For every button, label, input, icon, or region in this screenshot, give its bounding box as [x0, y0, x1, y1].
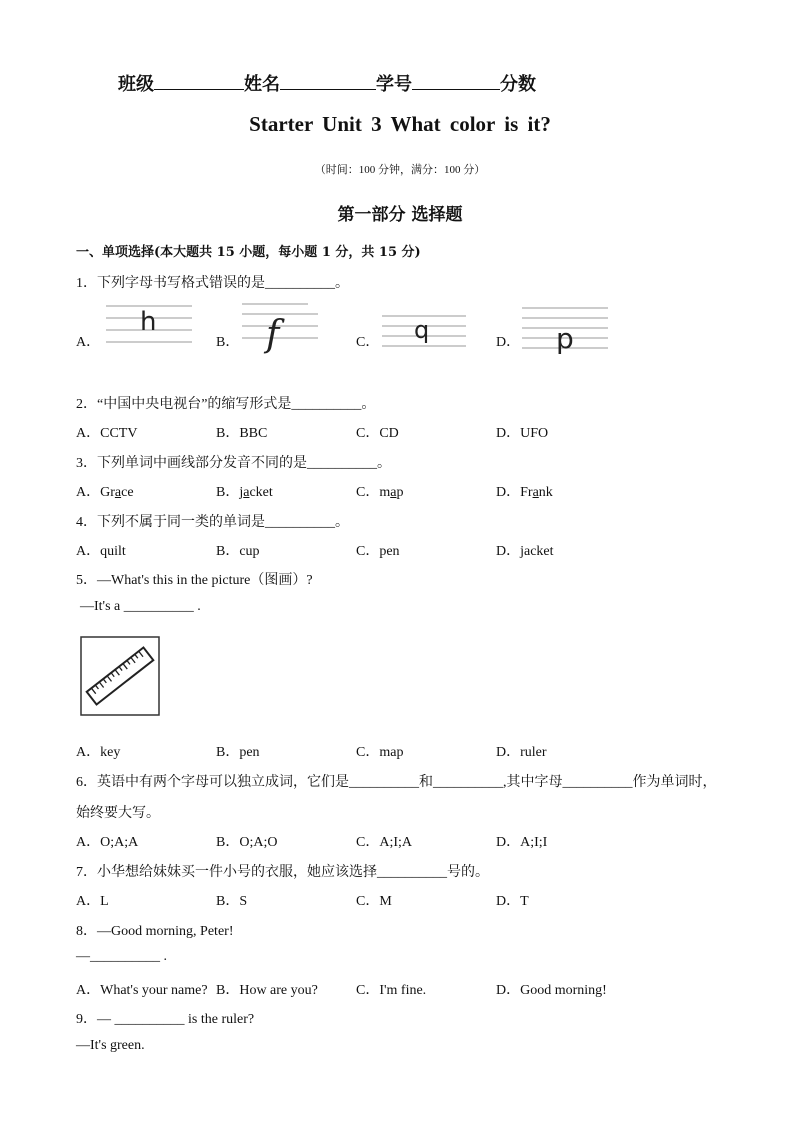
- q3-a-pre: A．Gr: [76, 485, 115, 500]
- q1-option-d: D．: [496, 335, 521, 350]
- q6-option-b: B．O;A;O: [216, 835, 278, 850]
- q2-option-d: D．UFO: [496, 426, 549, 441]
- q4-option-b: B．cup: [216, 544, 260, 559]
- name-blank: [280, 73, 376, 90]
- q3-c-pre: C．m: [356, 485, 391, 500]
- student-info-line: [118, 70, 536, 96]
- q8-option-a: A．What's your name?: [76, 983, 208, 998]
- ruler-picture: [80, 636, 160, 716]
- q1-letter-q-image: [378, 310, 470, 350]
- q5-stem: 5．—What's this in the picture（图画）?: [76, 573, 313, 588]
- q3-option-c: [356, 481, 403, 501]
- q2-stem: 2．“中国中央电视台”的缩写形式是__________。: [76, 397, 376, 412]
- q7-option-a: A．L: [76, 894, 109, 909]
- q3-d-underlined: a: [532, 485, 539, 500]
- q3-a-underlined: a: [114, 485, 122, 500]
- part1-heading: 一、单项选择(本大题共 15 小题，每小题 1 分，共 15 分): [76, 245, 421, 260]
- q2-option-a: A．CCTV: [76, 426, 138, 441]
- q1-letter-p-image: [518, 300, 612, 360]
- q3-option-b: [216, 481, 273, 501]
- q6-option-c: C．A;I;A: [356, 835, 412, 850]
- q6-stem: 6．英语中有两个字母可以独立成词，它们是__________和__________,其中字母__________作为单词时，: [76, 775, 717, 790]
- q3-option-a: [76, 481, 134, 501]
- q3-b-post: cket: [249, 485, 273, 500]
- q3-b-underlined: a: [243, 485, 250, 500]
- q8-option-b: B．How are you?: [216, 983, 318, 998]
- q3-d-post: nk: [538, 485, 553, 500]
- q8-option-d: D．Good morning!: [496, 983, 607, 998]
- q4-option-a: A．quilt: [76, 544, 126, 559]
- name-label: 姓名: [244, 74, 280, 95]
- q8-stem: 8．—Good morning, Peter!: [76, 924, 234, 939]
- q8-option-c: C．I'm fine.: [356, 983, 427, 998]
- q3-b-pre: B．j: [216, 485, 244, 500]
- score-label: 分数: [500, 74, 536, 95]
- page-subtitle: （时间：100 分钟，满分：100 分）: [314, 164, 486, 176]
- q4-stem: 4．下列不属于同一类的单词是__________。: [76, 515, 349, 530]
- q5-option-b: B．pen: [216, 745, 260, 760]
- q4-option-d: D．jacket: [496, 544, 554, 559]
- q7-option-b: B．S: [216, 894, 248, 909]
- q3-option-d: [496, 481, 553, 501]
- q1-letter-c: q: [414, 316, 430, 344]
- q3-d-pre: D．Fr: [496, 485, 533, 500]
- q3-c-underlined: a: [390, 485, 397, 500]
- q1-letter-f-image: [238, 298, 324, 358]
- q5-option-d: D．ruler: [496, 745, 547, 760]
- id-blank: [412, 73, 500, 90]
- page-title: Starter Unit 3 What color is it?: [249, 112, 551, 136]
- q1-letter-d: p: [556, 322, 574, 355]
- class-label: 班级: [118, 74, 154, 95]
- q6-option-d: D．A;I;I: [496, 835, 548, 850]
- q5-option-c: C．map: [356, 745, 404, 760]
- q1-option-a: A．: [76, 335, 101, 350]
- q7-option-d: D．T: [496, 894, 529, 909]
- q1-letter-h-image: [100, 300, 196, 356]
- q2-option-b: B．BBC: [216, 426, 268, 441]
- q9-answer-line: —It's green.: [76, 1038, 145, 1053]
- q5-answer-line: —It's a __________ .: [80, 599, 201, 614]
- q6-option-a: A．O;A;A: [76, 835, 139, 850]
- q7-option-c: C．M: [356, 894, 392, 909]
- q3-a-post: ce: [121, 485, 134, 500]
- q4-option-c: C．pen: [356, 544, 400, 559]
- q3-c-post: p: [396, 485, 404, 500]
- id-label: 学号: [376, 74, 412, 95]
- section-title: 第一部分 选择题: [337, 205, 463, 225]
- q8-answer-line: —__________ .: [76, 949, 167, 964]
- q1-stem: 1．下列字母书写格式错误的是__________。: [76, 276, 349, 291]
- q7-stem: 7．小华想给妹妹买一件小号的衣服，她应该选择__________号的。: [76, 865, 489, 880]
- class-blank: [154, 73, 244, 90]
- q1-option-c: C．: [356, 335, 380, 350]
- q2-option-c: C．CD: [356, 426, 399, 441]
- q1-option-b: B．: [216, 335, 240, 350]
- q6-stem-continued: 始终要大写。: [76, 806, 160, 821]
- q9-stem: 9．— __________ is the ruler?: [76, 1012, 255, 1027]
- q1-letter-b: f: [266, 314, 280, 355]
- q1-letter-a: h: [140, 307, 157, 337]
- q5-option-a: A．key: [76, 745, 121, 760]
- q3-stem: 3．下列单词中画线部分发音不同的是__________。: [76, 456, 391, 471]
